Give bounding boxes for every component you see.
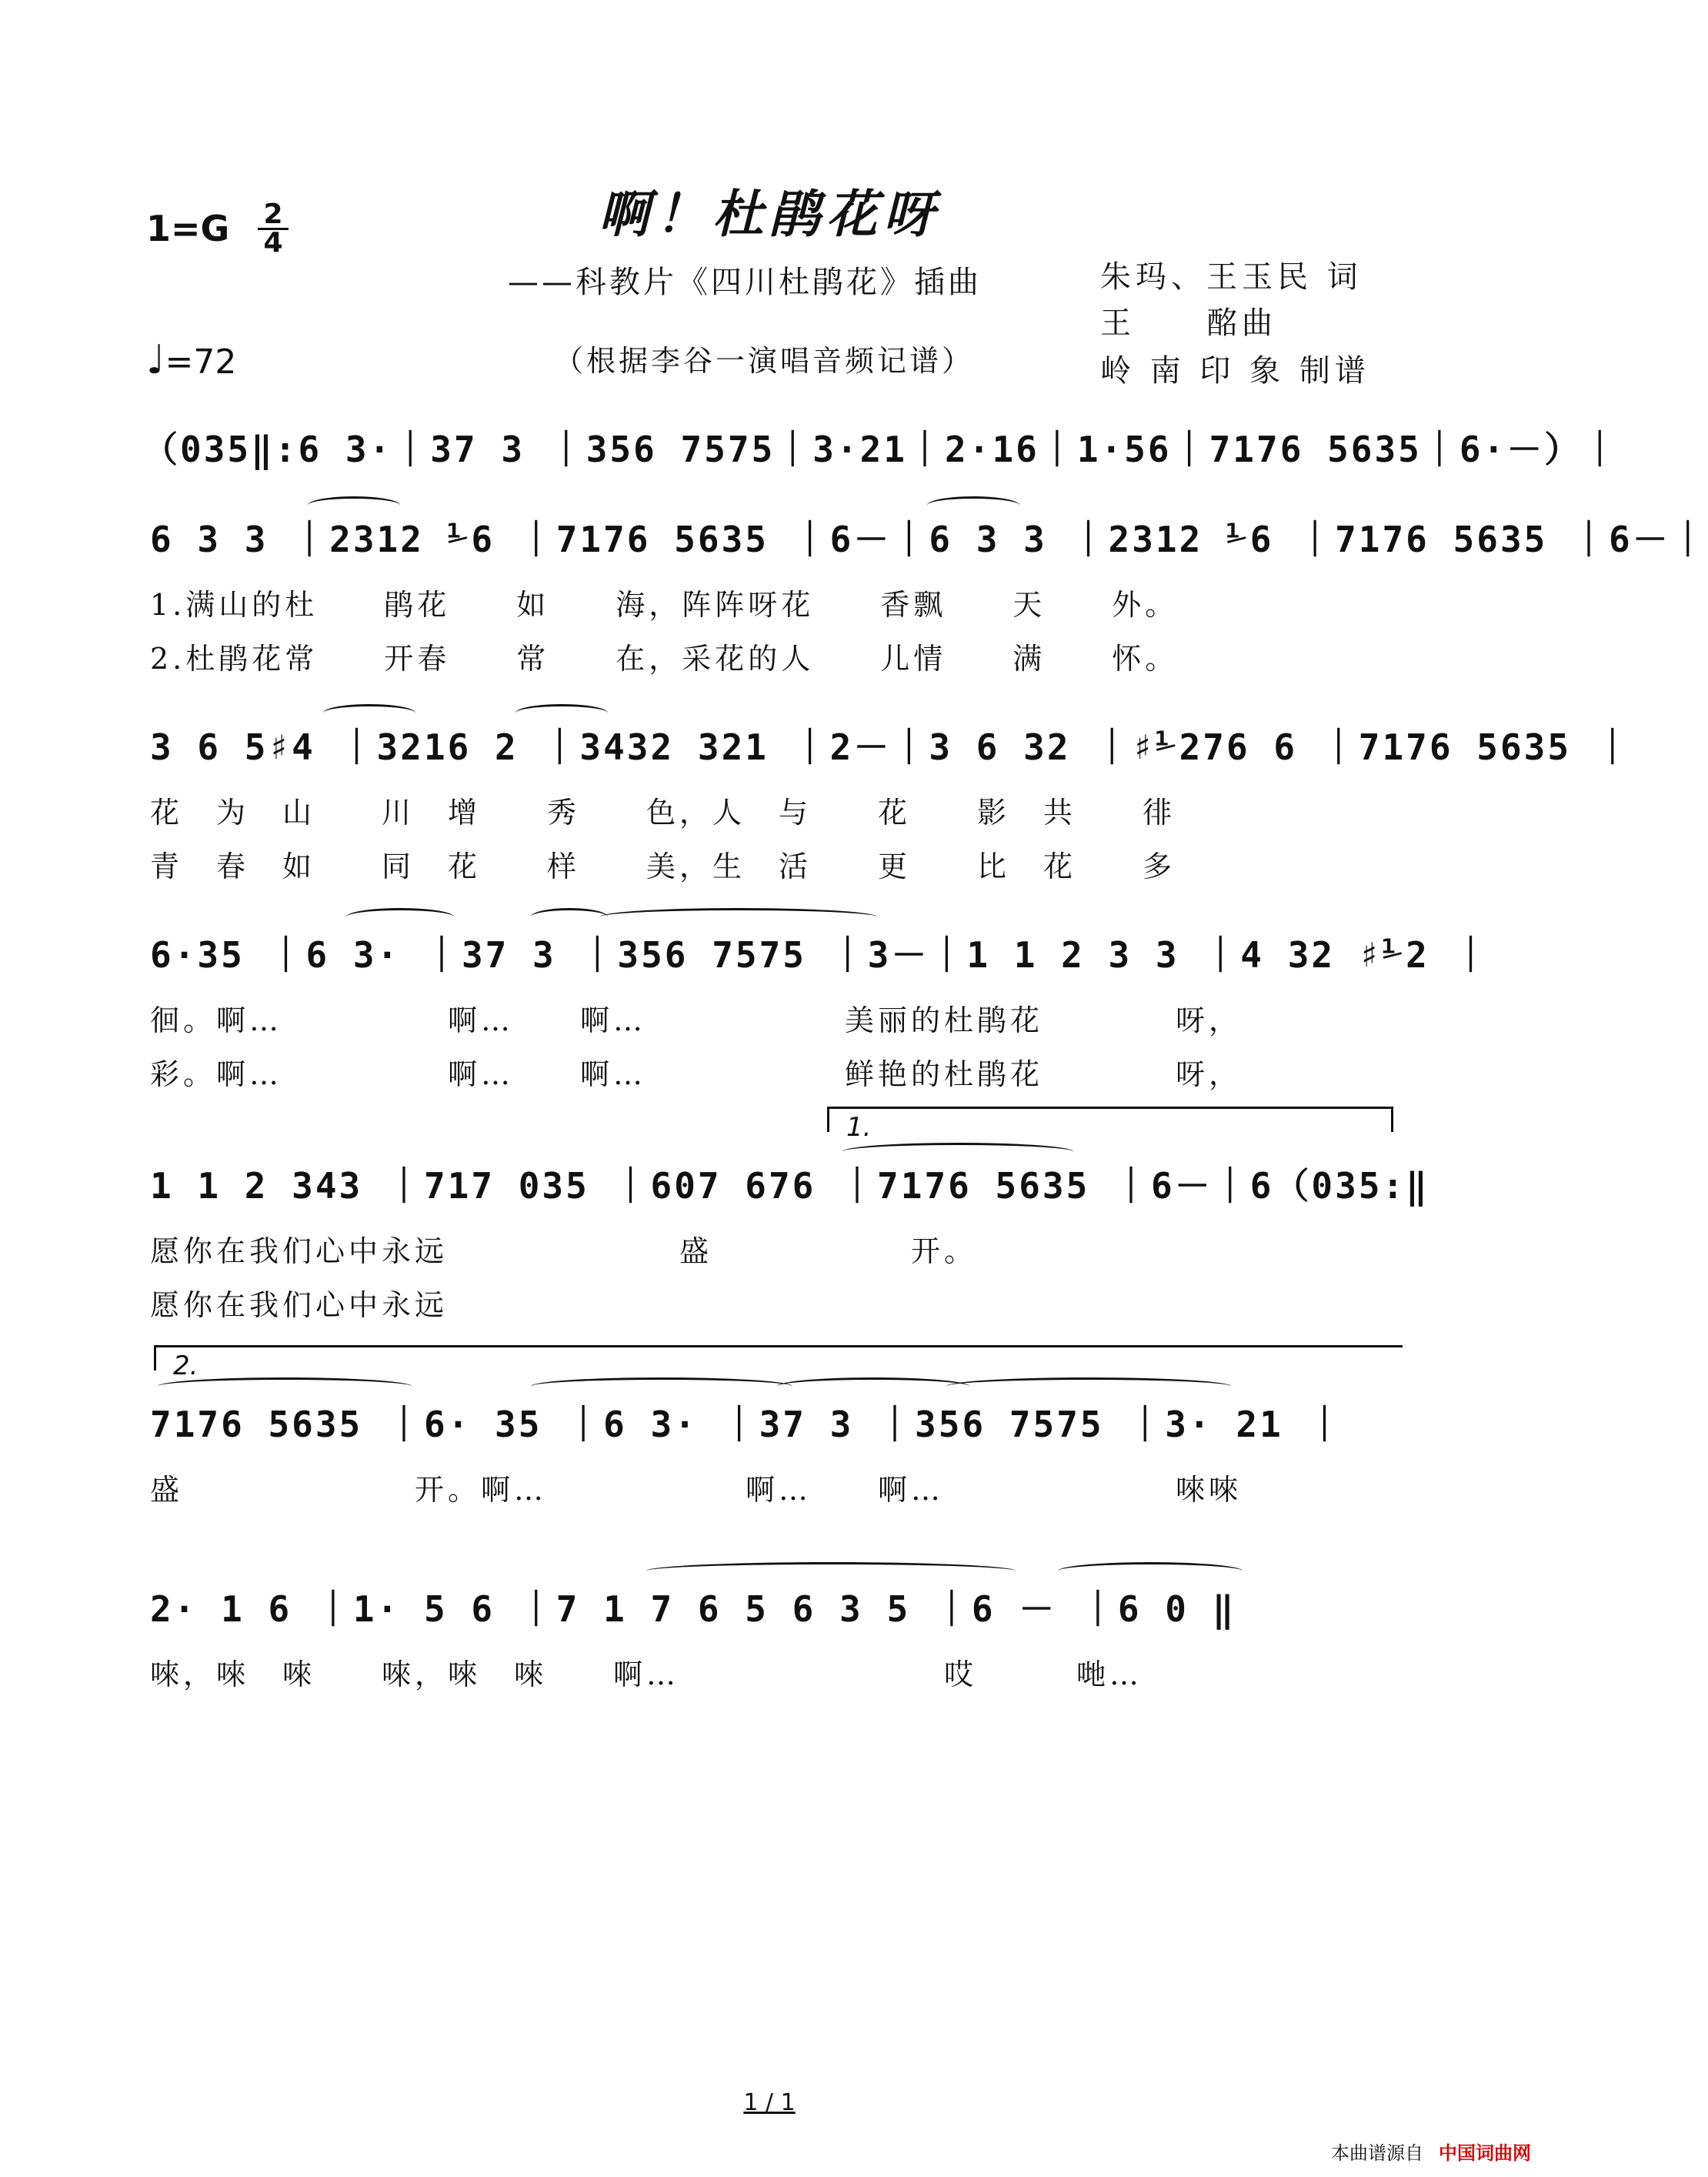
transcriber-credit: 岭 南 印 象 制谱: [1100, 353, 1370, 389]
music-line-5: 1 1 2 343 ｜717 035 ｜607 676 ｜7176 5635 ｜6－｜6（035:‖: [150, 1165, 1429, 1207]
lyric-line-5-verse-1: 愿你在我们心中永远 盛 开。: [150, 1234, 978, 1268]
transcription-note: （根据李谷一演唱音频记谱）: [554, 344, 975, 378]
music-line-3: 3 6 5♯4 ｜3216 2 ｜3432 321 ｜2－｜3 6 32 ｜♯⅟276 6 ｜7176 5635 ｜: [150, 726, 1633, 768]
subtitle: ——科教片《四川杜鹃花》插曲: [508, 265, 982, 300]
first-ending-bracket: [827, 1107, 1393, 1132]
source-brand-link[interactable]: 中国词曲网: [1439, 2142, 1531, 2164]
quarter-note-icon: ♩: [146, 337, 165, 383]
lyric-line-3-verse-2: 青 春 如 同 花 样 美，生 活 更 比 花 多: [150, 850, 1176, 883]
slur: [600, 908, 877, 926]
composer-credit: 王 酩曲: [1100, 306, 1277, 341]
time-numerator: 2: [258, 202, 289, 230]
slur: [946, 1377, 1231, 1395]
lyric-line-5-verse-2: 愿你在我们心中永远: [150, 1288, 449, 1322]
slur: [777, 1377, 969, 1395]
second-ending-label: 2.: [173, 1351, 198, 1381]
tempo-marking: [146, 337, 236, 383]
music-line-1: （035‖:6 3·｜37 3 ｜356 7575｜3·21｜2·16｜1·56｜7176 5635｜6·－）｜: [142, 429, 1620, 470]
tempo-value: =72: [165, 342, 237, 382]
music-line-2: 6 3 3 ｜2312 ⅟6 ｜7176 5635 ｜6－｜6 3 3 ｜2312 ⅟6 ｜7176 5635 ｜6－｜: [150, 519, 1708, 560]
first-ending-label: 1.: [846, 1112, 872, 1143]
slur: [531, 908, 608, 926]
lyric-line-2-verse-1: 1.满山的杜 鹃花 如 海，阵阵呀花 香飘 天 外。: [150, 588, 1179, 622]
source-attribution: [1331, 2138, 1531, 2165]
page-number-text: 1 / 1: [743, 2089, 796, 2116]
lyric-line-6: 盛 开。啊… 啊… 啊… 唻唻: [150, 1473, 1243, 1507]
page-title: 啊！杜鹃花呀: [599, 184, 940, 244]
slur: [346, 908, 454, 926]
music-line-4: 6·35 ｜6 3· ｜37 3 ｜356 7575 ｜3－｜1 1 2 3 3 ｜4 32 ♯⅟2 ｜: [150, 934, 1491, 976]
lyricist-credit: 朱玛、王玉民 词: [1100, 259, 1363, 295]
key-signature: 1=G: [146, 208, 230, 249]
source-text: 本曲谱源自: [1331, 2142, 1423, 2164]
lyric-line-3-verse-1: 花 为 山 川 增 秀 色，人 与 花 影 共 徘: [150, 796, 1176, 830]
page-number: [0, 2089, 1539, 2116]
time-denominator: 4: [263, 227, 283, 259]
music-line-7: 2· 1 6 ｜1· 5 6 ｜7 1 7 6 5 6 3 5 ｜6 － ｜6 0 ‖: [150, 1588, 1236, 1630]
lyric-line-7: 唻，唻 唻 唻，唻 唻 啊… 哎 哋…: [150, 1658, 1143, 1691]
lyric-line-4-verse-1: 徊。啊… 啊… 啊… 美丽的杜鹃花 呀，: [150, 1003, 1243, 1037]
lyric-line-2-verse-2: 2.杜鹃花常 开春 常 在，采花的人 儿情 满 怀。: [150, 642, 1179, 676]
slur: [531, 1377, 792, 1395]
slur: [1058, 1562, 1243, 1580]
second-ending-bracket: [154, 1345, 1403, 1371]
lyric-line-4-verse-2: 彩。啊… 啊… 啊… 鲜艳的杜鹃花 呀，: [150, 1057, 1243, 1091]
slur: [158, 1377, 412, 1395]
music-line-6: 7176 5635 ｜6· 35 ｜6 3· ｜37 3 ｜356 7575 ｜3· 21 ｜: [150, 1404, 1345, 1445]
slur: [646, 1562, 1016, 1580]
